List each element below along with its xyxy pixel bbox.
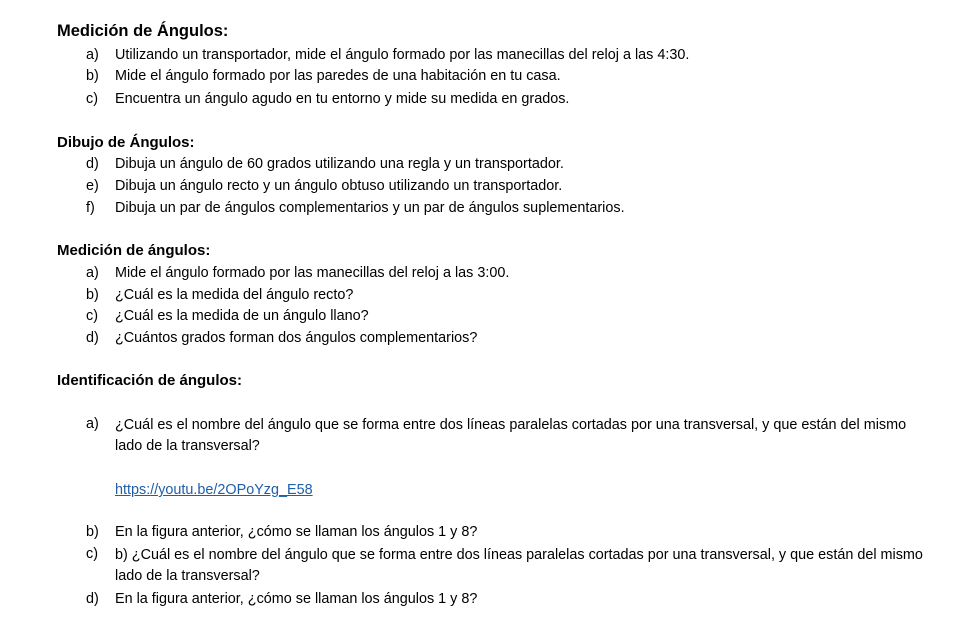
list-item-text: En la figura anterior, ¿cómo se llaman los ángulos 1 y 8? xyxy=(115,591,478,607)
youtube-link[interactable]: https://youtu.be/2OPoYzg_E58 xyxy=(115,482,313,498)
list-item-text: Mide el ángulo formado por las manecillas del reloj a las 3:00. xyxy=(115,265,510,281)
list-item-text: Mide el ángulo formado por las paredes de una habitación en tu casa. xyxy=(115,68,561,84)
list-item-text: ¿Cuál es la medida del ángulo recto? xyxy=(115,287,354,303)
list-marker: a) xyxy=(86,265,99,281)
list-item-text: Utilizando un transportador, mide el ángulo formado por las manecillas del reloj a las 4:30. xyxy=(115,47,690,63)
list-item-text: Encuentra un ángulo agudo en tu entorno y mide su medida en grados. xyxy=(115,91,570,107)
list-marker: c) xyxy=(86,308,98,324)
list-item-text: Dibuja un ángulo de 60 grados utilizando una regla y un transportador. xyxy=(115,156,564,172)
list-marker: d) xyxy=(86,591,99,607)
section-title-medicion-angulos-2: Medición de ángulos: xyxy=(57,242,211,259)
list-marker: a) xyxy=(86,416,99,432)
list-marker: b) xyxy=(86,68,99,84)
section-title-dibujo-angulos: Dibujo de Ángulos: xyxy=(57,134,195,151)
list-marker: b) xyxy=(86,287,99,303)
list-item-text: ¿Cuál es el nombre del ángulo que se forma entre dos líneas paralelas cortadas por una transversal, y que están del mismo lado de la transversal? xyxy=(115,417,907,454)
list-marker: a) xyxy=(86,47,99,63)
list-marker: d) xyxy=(86,156,99,172)
list-item-text: Dibuja un par de ángulos complementarios y un par de ángulos suplementarios. xyxy=(115,200,625,216)
list-item-text: ¿Cuántos grados forman dos ángulos complementarios? xyxy=(115,330,478,346)
list-marker: b) xyxy=(86,524,99,540)
list-item-text: En la figura anterior, ¿cómo se llaman los ángulos 1 y 8? xyxy=(115,524,478,540)
list-marker: d) xyxy=(86,330,99,346)
list-item-text: ¿Cuál es la medida de un ángulo llano? xyxy=(115,308,369,324)
section-title-identificacion-angulos: Identificación de ángulos: xyxy=(57,372,243,389)
list-marker: f) xyxy=(86,200,95,216)
section-title-medicion-angulos: Medición de Ángulos: xyxy=(57,22,229,40)
list-item-text: Dibuja un ángulo recto y un ángulo obtuso utilizando un transportador. xyxy=(115,178,563,194)
list-marker: c) xyxy=(86,546,98,562)
list-item-text: b) ¿Cuál es el nombre del ángulo que se forma entre dos líneas paralelas cortadas por una transversal, y que están del mismo lado de la transversal? xyxy=(115,547,923,584)
list-marker: e) xyxy=(86,178,99,194)
list-marker: c) xyxy=(86,91,98,107)
